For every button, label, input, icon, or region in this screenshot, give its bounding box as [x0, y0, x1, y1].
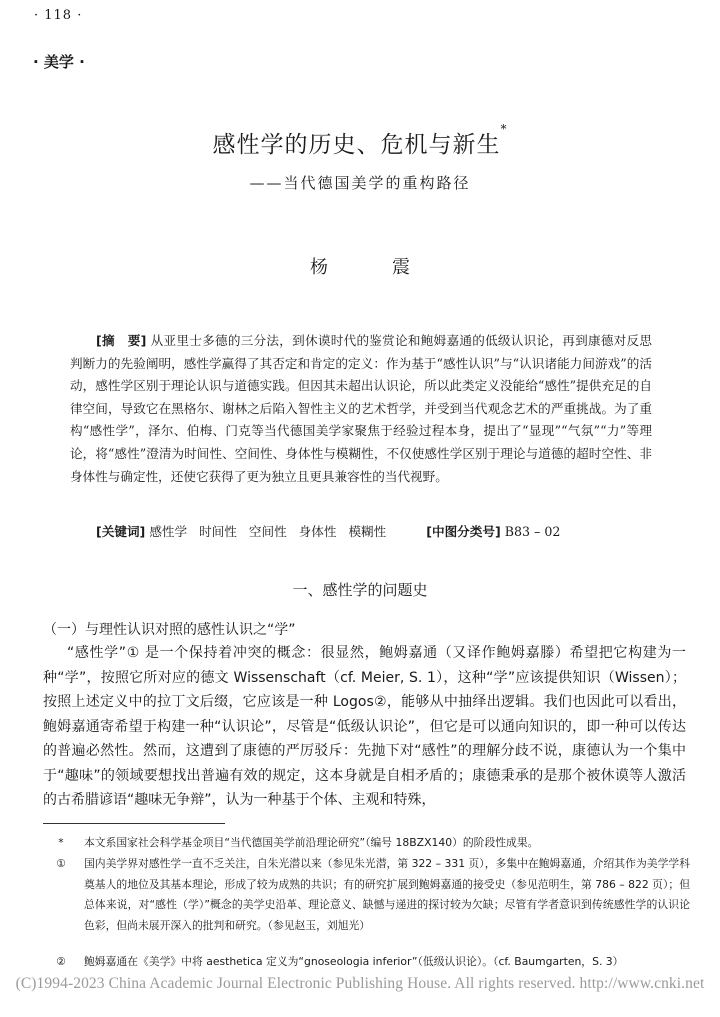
- keyword: 模糊性: [348, 524, 387, 539]
- keyword: 身体性: [298, 524, 337, 539]
- footnote: [56, 952, 690, 973]
- abstract-label: [摘 要]: [96, 333, 147, 348]
- copyright-watermark: (C)1994-2023 China Academic Journal Electronic Publishing House. All rights reserved. http://www.cnki.net: [15, 975, 705, 992]
- footnote-text: 本文系国家社会科学基金项目“当代德国美学前沿理论研究”（编号 18BZX140）的阶段性成果。: [84, 836, 539, 849]
- keywords: [96, 521, 656, 540]
- section-heading: 一、感性学的问题史: [292, 581, 428, 599]
- footnote-text: 鲍姆嘉通在《美学》中将 aesthetica 定义为“gnoseologia inferior”（低级认识论）。（cf. Baumgarten，S. 3）: [84, 955, 624, 968]
- subsection-heading: （一）与理性认识对照的感性认识之“学”: [43, 622, 296, 638]
- body-paragraph-text: “感性学”① 是一个保持着冲突的概念：很显然，鲍姆嘉通（又译作鲍姆嘉滕）希望把它构建为一种“学”，按照它所对应的德文 Wissenschaft（cf. Meier, S. 1），这种“学”应该提供知识（Wissen）；按照上述定义中的拉丁文后缀，它应该是一种 Logos②，能够从中抽绎出逻辑。我们也因此可以看出，鲍姆嘉通寄希望于构建一种“认识论”，尽管是“低级认识论”，但它是可以通向知识的，即一种可以传达的普遍必然性。然而，这遭到了康德的严厉驳斥：先抛下对“感性”的理解分歧不说，康德认为一个集中于“趣味”的领域要想找出普遍有效的规定，这本身就是自相矛盾的；康德秉承的是那个被休谟等人激活的古希腊谚语“趣味无争辩”，认为一种基于个体、主观和特殊，: [43, 645, 686, 808]
- footnote-mark: ①: [56, 857, 66, 870]
- footnote: [58, 833, 690, 854]
- footnote-divider: [43, 823, 225, 824]
- footnote-mark: ②: [56, 955, 66, 968]
- keywords-label: [关键词]: [96, 524, 146, 539]
- keyword: 空间性: [248, 524, 287, 539]
- abstract-text: 从亚里士多德的三分法，到休谟时代的鉴赏论和鲍姆嘉通的低级认识论，再到康德对反思判断力的先验阐明，感性学赢得了其否定和肯定的定义：作为基于“感性认识”与“认识诸能力间游戏”的活动，感性学区别于理论认识与道德实践。但因其未超出认识论，所以此类定义没能给“感性”提供充足的自律空间，导致它在黑格尔、谢林之后陷入智性主义的艺术哲学，并受到当代观念艺术的严重挑战。为了重构“感性学”，泽尔、伯梅、门克等当代德国美学家聚焦于经验过程本身，提出了“显现”“气氛”“力”等理论，将“感性”澄清为时间性、空间性、身体性与模糊性，不仅使感性学区别于理论与道德的超时空性、非身体性与确定性，还使它获得了更为独立且更具兼容性的当代视野。: [70, 333, 653, 484]
- article-title: [0, 122, 720, 159]
- section-tag: · 美学 ·: [33, 53, 85, 71]
- keyword: 感性学: [149, 524, 188, 539]
- author-family: 震: [392, 257, 410, 278]
- abstract: [70, 330, 652, 488]
- footnote-mark: *: [58, 836, 64, 849]
- author-given: 杨: [310, 257, 328, 278]
- article-title-text: 感性学的历史、危机与新生: [212, 132, 501, 158]
- page-number: · 118 ·: [34, 8, 83, 23]
- author: [0, 253, 720, 279]
- footnote-text: 国内美学界对感性学一直不乏关注，自朱光潜以来（参见朱光潜，第 322 – 331 页），多集中在鲍姆嘉通，介绍其作为美学学科奠基人的地位及其基本理论，形成了较为成熟的共识；有的研究扩展到鲍姆嘉通的接受史（参见范明生，第 786 – 822 页）；但总体来说，对“感性（学）”概念的美学史沿革、理论意义、缺憾与递进的探讨较为欠缺；尽管有学者意识到传统感性学的认识论色彩，但尚未展开深入的批判和研究。（参见赵玉，刘旭光）: [84, 857, 690, 932]
- title-note-mark: *: [500, 122, 508, 136]
- body-paragraph: [43, 641, 686, 813]
- keyword: 时间性: [199, 524, 237, 539]
- footnote: [56, 854, 690, 936]
- clc-label: [中图分类号]: [426, 524, 501, 539]
- article-subtitle: ——当代德国美学的重构路径: [249, 174, 471, 192]
- clc-value: B83 – 02: [504, 524, 561, 539]
